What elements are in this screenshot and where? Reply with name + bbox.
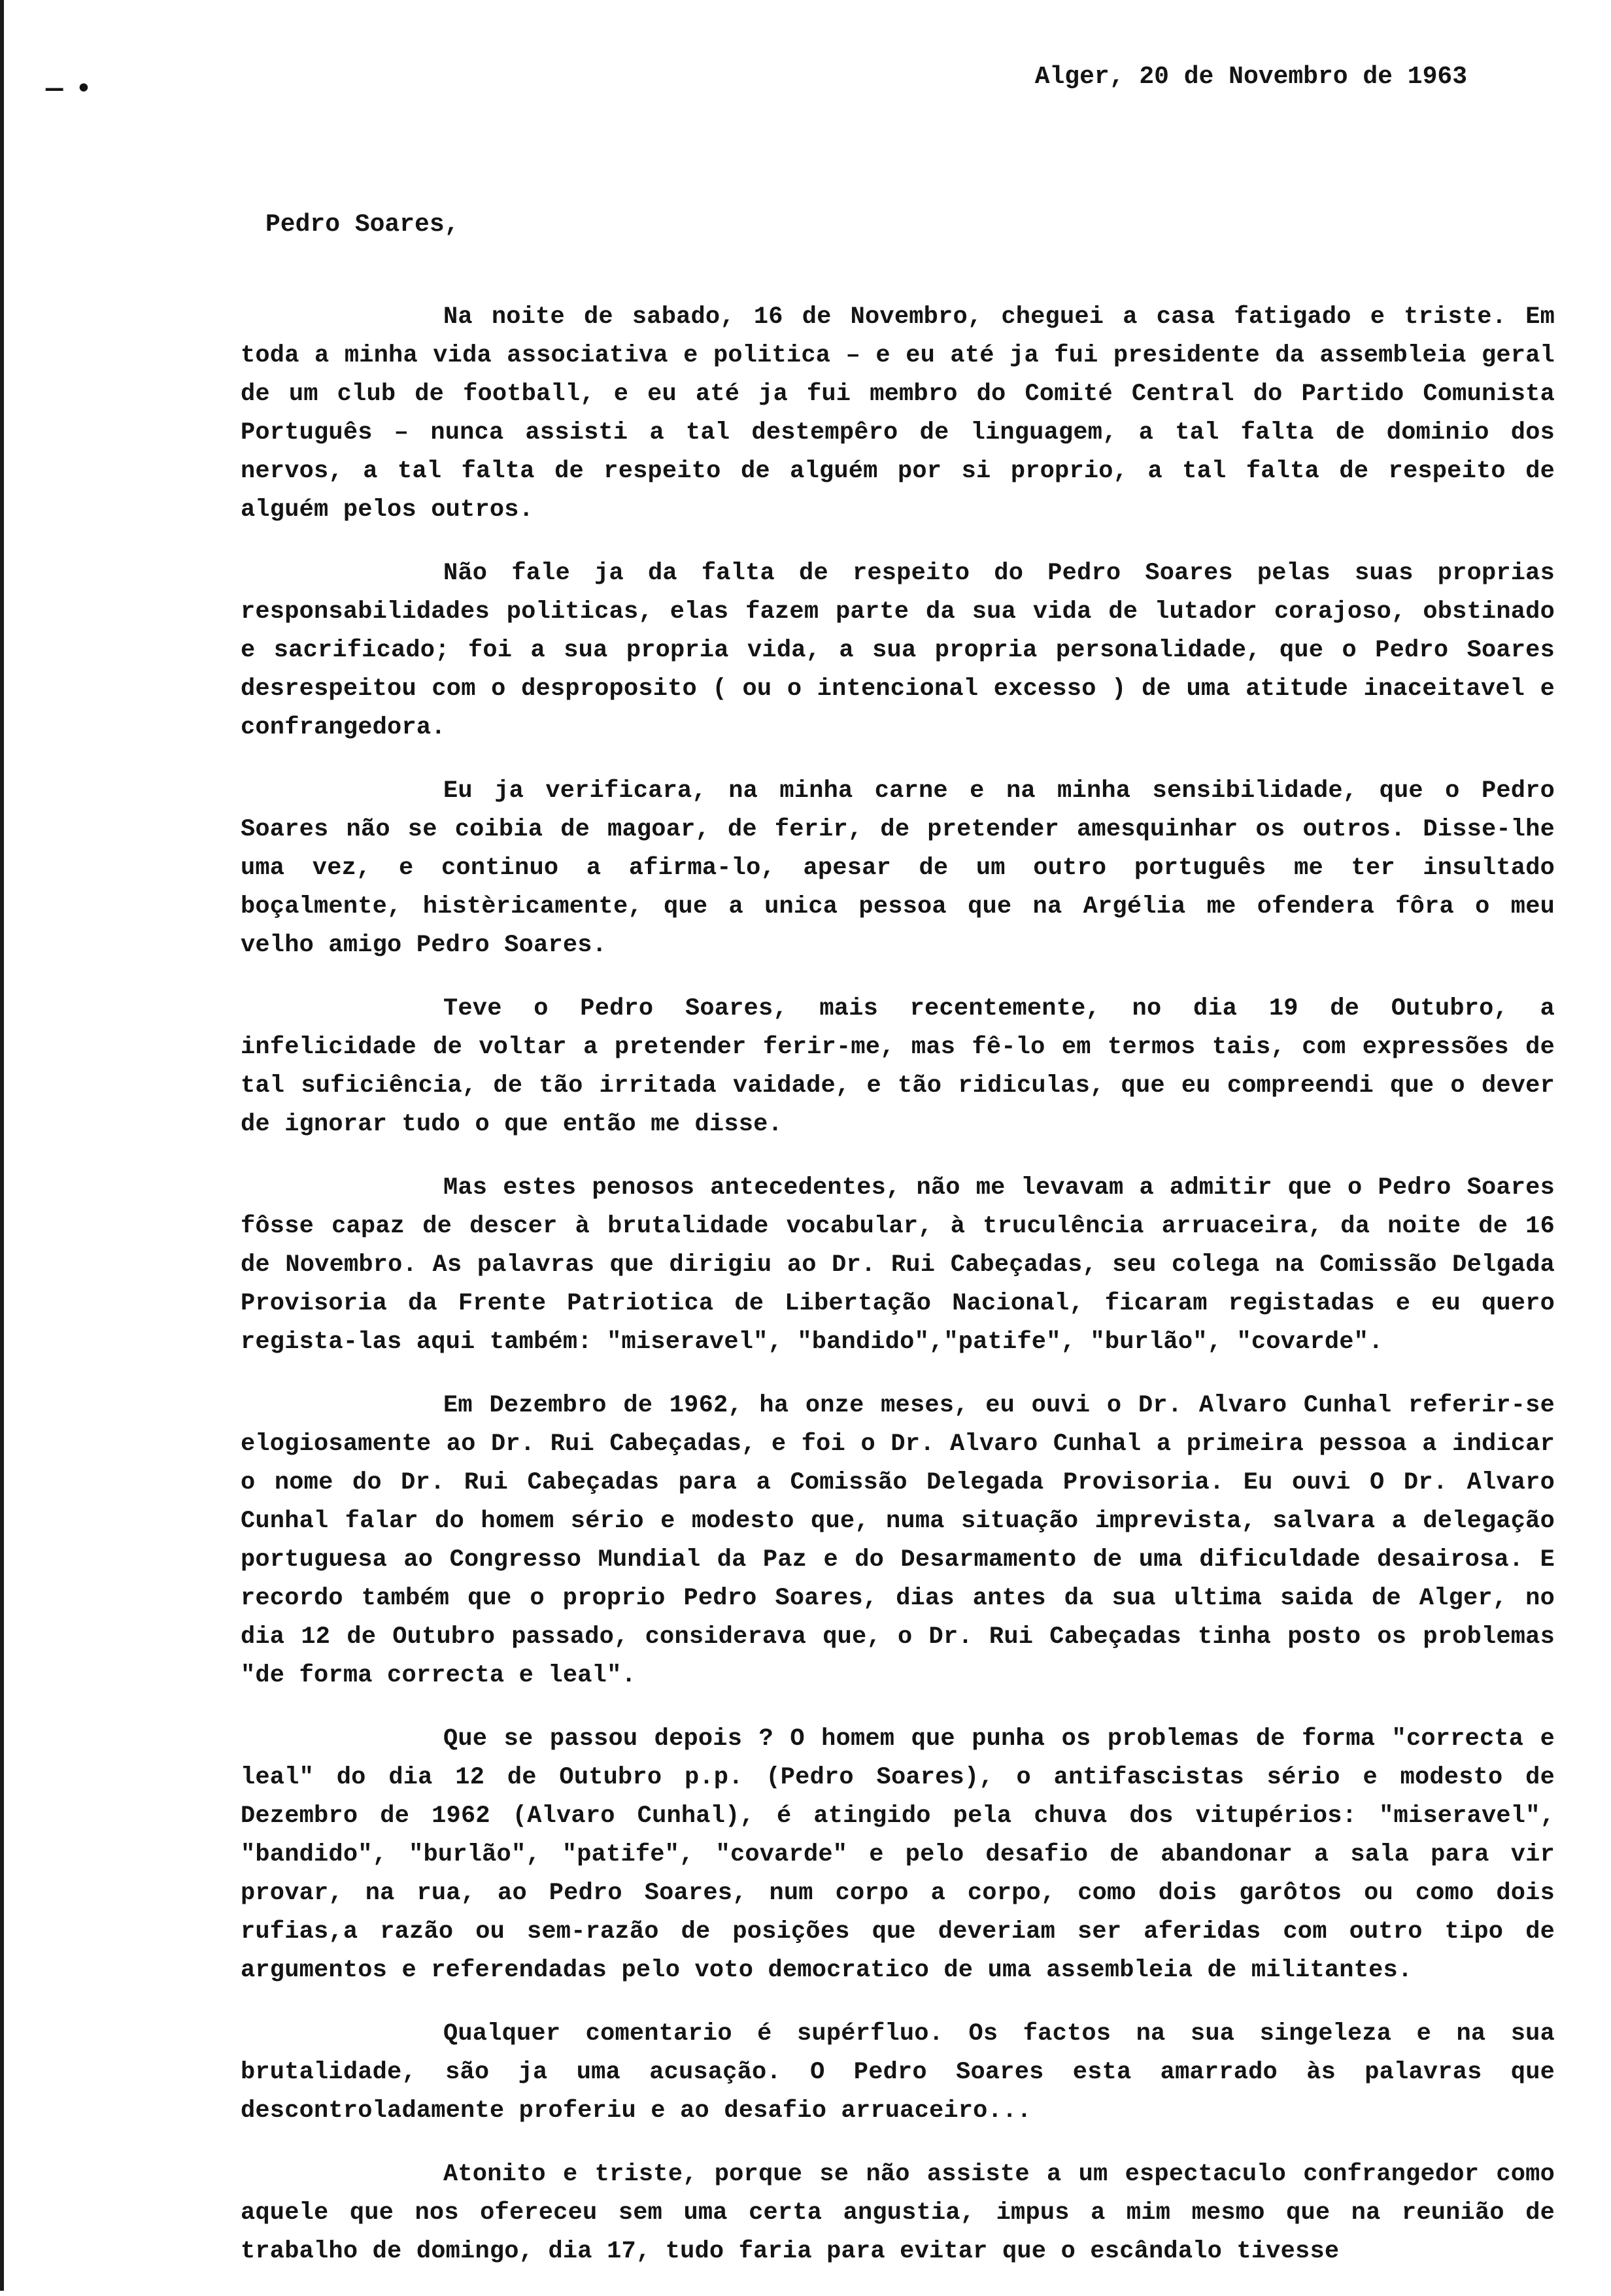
paragraph: Eu ja verificara, na minha carne e na minha sensibilidade, que o Pedro Soares não se coibia de magoar, de ferir, de pretender amesquinhar os outros. Disse-lhe uma vez, e continuo a afirma-lo, apesar de um outro português me ter insultado boçalmente, histèricamente, que a unica pessoa que na Argélia me ofendera fôra o meu velho amigo Pedro Soares. — [241, 777, 1555, 959]
paragraph: Não fale ja da falta de respeito do Pedro Soares pelas suas proprias responsabilidades politicas, elas fazem parte da sua vida de lutador corajoso, obstinado e sacrificado; foi a sua propria vida, a sua propria personalidade, que o Pedro Soares desrespeitou com o desproposito ( ou o intencional excesso ) de uma atitude inaceitavel e confrangedora. — [241, 560, 1555, 741]
paragraph: Mas estes penosos antecedentes, não me levavam a admitir que o Pedro Soares fôsse capaz de descer à brutalidade vocabular, à truculência arruaceira, da noite de 16 de Novembro. As palavras que dirigiu ao Dr. Rui Cabeçadas, seu colega na Comissão Delgada Provisoria da Frente Patriotica de Libertação Nacional, ficaram registadas e eu quero regista-las aqui também: "miseravel", "bandido","patife", "burlão", "covarde". — [241, 1174, 1555, 1356]
dateline: Alger, 20 de Novembro de 1963 — [1034, 63, 1467, 91]
letter-body — [241, 298, 1555, 2296]
corner-mark: — • — [46, 73, 90, 106]
paragraph: Em Dezembro de 1962, ha onze meses, eu ouvi o Dr. Alvaro Cunhal referir-se elogiosamente ao Dr. Rui Cabeçadas, e foi o Dr. Alvaro Cunhal a primeira pessoa a indicar o nome do Dr. Rui Cabeçadas para a Comissão Delegada Provisoria. Eu ouvi O Dr. Alvaro Cunhal falar do homem sério e modesto que, numa situação imprevista, salvara a delegação portuguesa ao Congresso Mundial da Paz e do Desarmamento de uma dificuldade desairosa. E recordo também que o proprio Pedro Soares, dias antes da sua ultima saida de Alger, no dia 12 de Outubro passado, considerava que, o Dr. Rui Cabeçadas tinha posto os problemas "de forma correcta e leal". — [241, 1392, 1555, 1689]
paragraph: Teve o Pedro Soares, mais recentemente, no dia 19 de Outubro, a infelicidade de voltar a pretender ferir-me, mas fê-lo em termos tais, com expressões de tal suficiência, de tão irritada vaidade, e tão ridiculas, que eu compreendi que o dever de ignorar tudo o que então me disse. — [241, 995, 1555, 1138]
salutation: Pedro Soares, — [265, 211, 460, 239]
paragraph: Atonito e triste, porque se não assiste a um espectaculo confrangedor como aquele que nos ofereceu sem uma certa angustia, impus a mim mesmo que na reunião de trabalho de domingo, dia 17, tudo faria para evitar que o escândalo tivesse — [241, 2161, 1555, 2265]
paragraph: Na noite de sabado, 16 de Novembro, cheguei a casa fatigado e triste. Em toda a minha vida associativa e politica – e eu até ja fui presidente da assembleia geral de um club de football, e eu até ja fui membro do Comité Central do Partido Comunista Português – nunca assisti a tal destempêro de linguagem, a tal falta de dominio dos nervos, a tal falta de respeito de alguém por si proprio, a tal falta de respeito de alguém pelos outros. — [241, 303, 1555, 524]
paragraph: Qualquer comentario é supérfluo. Os factos na sua singeleza e na sua brutalidade, são ja uma acusação. O Pedro Soares esta amarrado às palavras que descontroladamente proferiu e ao desafio arruaceiro... — [241, 2020, 1555, 2125]
paragraph: Que se passou depois ? O homem que punha os problemas de forma "correcta e leal" do dia 12 de Outubro p.p. (Pedro Soares), o antifascistas sério e modesto de Dezembro de 1962 (Alvaro Cunhal), é atingido pela chuva dos vitupérios: "miseravel", "bandido", "burlão", "patife", "covarde" e pelo desafio de abandonar a sala para vir provar, na rua, ao Pedro Soares, num corpo a corpo, como dois garôtos ou como dois rufias,a razão ou sem-razão de posições que deveriam ser aferidas com outro tipo de argumentos e referendadas pelo voto democratico de uma assembleia de militantes. — [241, 1725, 1555, 1984]
